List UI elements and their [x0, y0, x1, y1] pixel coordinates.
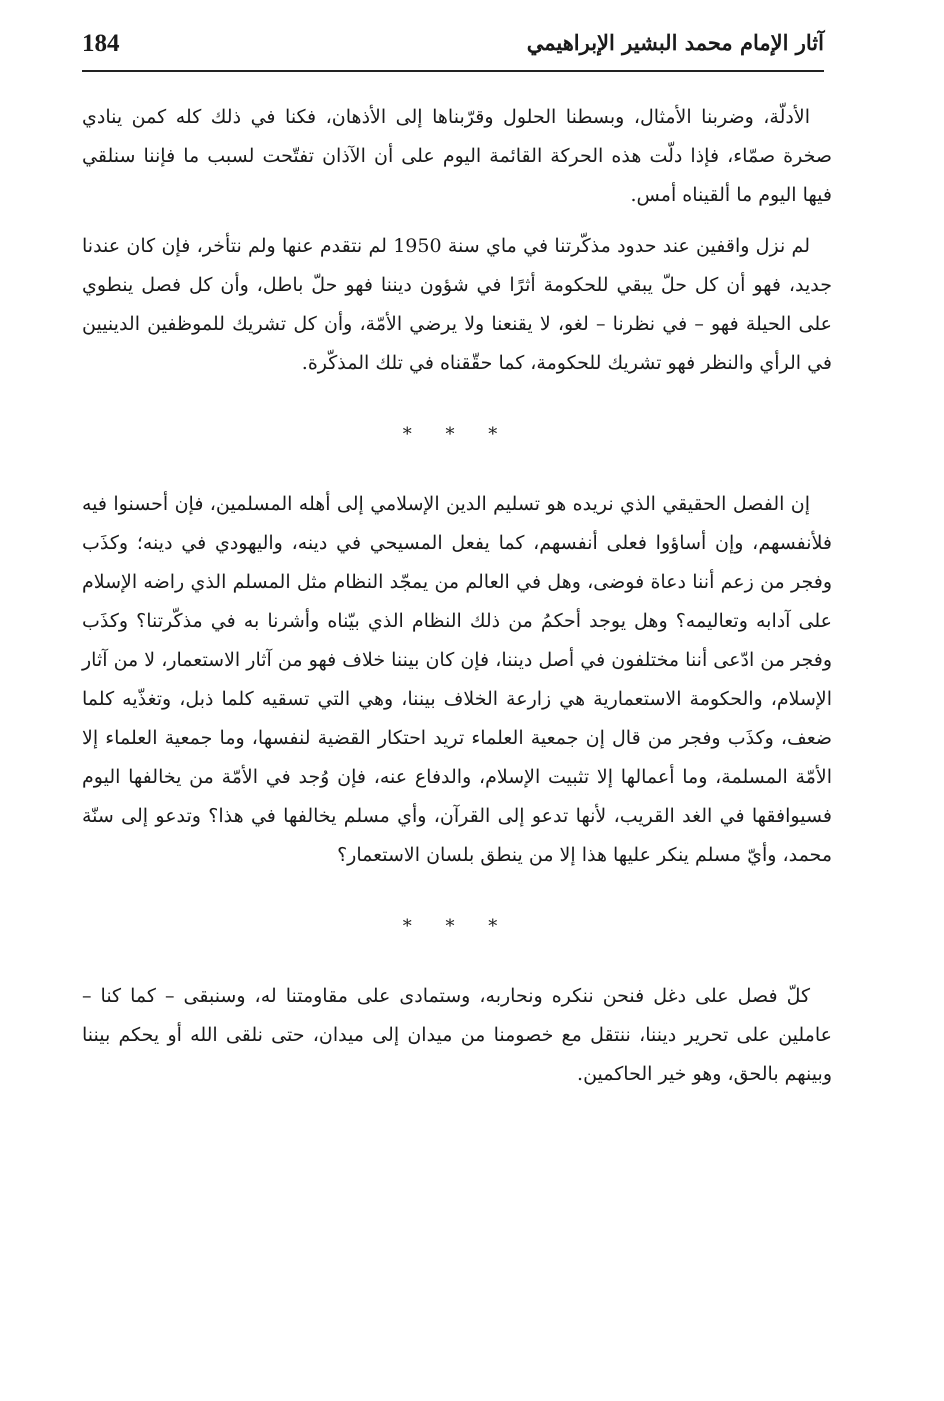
paragraph-4: كلّ فصل على دغل فنحن ننكره ونحاربه، وستمادى على مقاومتنا له، وسنبقى – كما كنا – عاملين على تحرير ديننا، ننتقل مع خصومنا من ميدان إلى ميدان، حتى نلقى الله أو يحكم بيننا وبينهم بالحق، وهو خير الحاكمين.	[82, 985, 832, 1085]
running-header	[82, 26, 824, 72]
book-title: آثار الإمام محمد البشير الإبراهيمي	[526, 30, 824, 55]
paragraph-2: لم نزل واقفين عند حدود مذكّرتنا في ماي سنة 1950 لم نتقدم عنها ولم نتأخر، فإن كان عندنا جديد، فهو أن كل حلّ يبقي للحكومة أثرًا في شؤون ديننا فهو حلّ باطل، وأن كل فصل ينطوي على الحيلة فهو – في نظرنا – لغو، لا يقنعنا ولا يرضي الأمّة، وأن كل تشريك للموظفين الدينيين في الرأي والنظر فهو تشريك للحكومة، كما حقّقناه في تلك المذكّرة.	[82, 235, 833, 374]
paragraph-3: إن الفصل الحقيقي الذي نريده هو تسليم الدين الإسلامي إلى أهله المسلمين، فإن أحسنوا فيه فلأنفسهم، وإن أساؤوا فعلى أنفسهم، كما يفعل المسيحي في دينه، واليهودي في دينه؛ وكذَب وفجر من زعم أننا دعاة فوضى، وهل في العالم من يمجّد النظام مثل المسلم الذي راضه الإسلام على آدابه وتعاليمه؟ وهل يوجد أحكمُ من ذلك النظام الذي بيّناه وأشرنا به في مذكّرتنا؟ وكذَب وفجر من ادّعى أننا مختلفون في أصل ديننا، فإن كان بيننا خلاف فهو من آثار الاستعمار، لا من آثار الإسلام، والحكومة الاستعمارية هي زارعة الخلاف بيننا، وهي التي تسقيه كلما ذبل، وتغذّيه كلما ضعف، وكذَب وفجر من قال إن جمعية العلماء تريد احتكار القضية لنفسها، وما جمعية العلماء إلا الأمّة المسلمة، وما أعمالها إلا تثبيت الإسلام، والدفاع عنه، فإن وُجد في الأمّة من يخالفها اليوم فسيوافقها في الغد القريب، لأنها تدعو إلى القرآن، وأي مسلم يخالفها في هذا؟ وتدعو إلى سنّة محمد، وأيّ مسلم ينكر عليها هذا إلا من ينطق بلسان الاستعمار؟	[82, 493, 832, 866]
section-separator: * * *	[402, 424, 512, 445]
page-number: 184	[82, 30, 120, 57]
paragraph-1: الأدلّة، وضربنا الأمثال، وبسطنا الحلول وقرّبناها إلى الأذهان، فكنا في ذلك كله كمن ينادي صخرة صمّاء، فإذا دلّت هذه الحركة القائمة اليوم على أن الآذان تفتّحت لسبب ما فإننا سنلقي فيها اليوم ما ألقيناه أمس.	[82, 106, 832, 206]
section-separator: * * *	[402, 916, 512, 937]
body-text	[82, 98, 832, 1094]
